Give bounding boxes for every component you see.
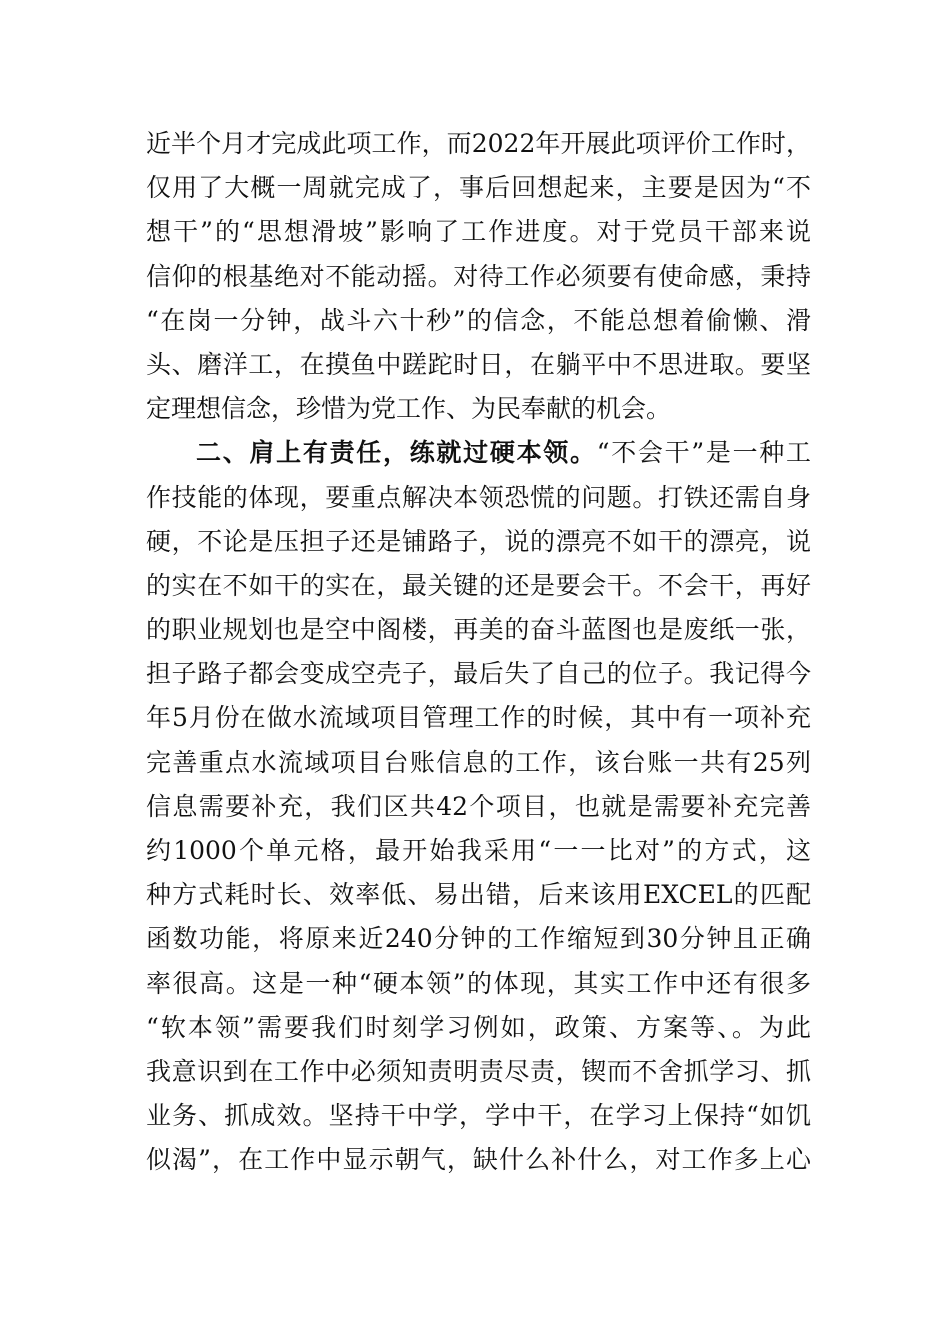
text-line: 信息需要补充，我们区共42个项目，也就是需要补充完善 bbox=[146, 791, 811, 821]
text-line: 想干”的“思想滑坡”影响了工作进度。对于党员干部来说 bbox=[146, 217, 811, 247]
text-line: 的实在不如干的实在，最关键的还是要会干。不会干，再好 bbox=[146, 570, 811, 600]
text-line: 业务、抓成效。坚持干中学，学中干，在学习上保持“如饥 bbox=[146, 1101, 811, 1131]
text-line: 函数功能，将原来近240分钟的工作缩短到30分钟且正确 bbox=[146, 924, 811, 954]
text-line: 的职业规划也是空中阁楼，再美的奋斗蓝图也是废纸一张， bbox=[146, 615, 811, 645]
paragraph-1 bbox=[146, 122, 811, 431]
text-line: 仅用了大概一周就完成了，事后回想起来，主要是因为“不 bbox=[146, 173, 811, 203]
text-line: 年5月份在做水流域项目管理工作的时候，其中有一项补充 bbox=[146, 703, 811, 733]
text-line: 种方式耗时长、效率低、易出错，后来该用EXCEL的匹配 bbox=[146, 880, 811, 910]
text-line: 担子路子都会变成空壳子，最后失了自己的位子。我记得今 bbox=[146, 659, 811, 689]
text-line: 似渴”，在工作中显示朝气，缺什么补什么，对工作多上心 bbox=[146, 1145, 811, 1175]
text-line: 近半个月才完成此项工作，而2022年开展此项评价工作时， bbox=[146, 129, 811, 158]
section-heading: 二、肩上有责任，练就过硬本领。 bbox=[196, 438, 597, 468]
document-body bbox=[146, 122, 811, 1183]
text-line: 信仰的根基绝对不能动摇。对待工作必须要有使命感，秉持 bbox=[146, 261, 811, 291]
text-line: 率很高。这是一种“硬本领”的体现，其实工作中还有很多 bbox=[146, 968, 811, 998]
paragraph-2 bbox=[146, 431, 811, 1182]
paragraph-2-first-line bbox=[146, 431, 811, 475]
text-line: 头、磨洋工，在摸鱼中蹉跎时日，在躺平中不思进取。要坚 bbox=[146, 349, 811, 379]
text-line: 硬，不论是压担子还是铺路子，说的漂亮不如干的漂亮，说 bbox=[146, 526, 811, 556]
text-span: “不会干”是一种工 bbox=[596, 438, 811, 468]
text-line: 作技能的体现，要重点解决本领恐慌的问题。打铁还需自身 bbox=[146, 482, 811, 512]
text-line: “在岗一分钟，战斗六十秒”的信念，不能总想着偷懒、滑 bbox=[146, 305, 811, 335]
text-line: 约1000个单元格，最开始我采用“一一比对”的方式，这 bbox=[146, 836, 811, 865]
text-line: 定理想信念，珍惜为党工作、为民奉献的机会。 bbox=[146, 394, 672, 424]
text-line: 我意识到在工作中必须知责明责尽责，锲而不舍抓学习、抓 bbox=[146, 1056, 811, 1086]
text-line: 完善重点水流域项目台账信息的工作，该台账一共有25列 bbox=[146, 747, 811, 777]
text-line: “软本领”需要我们时刻学习例如，政策、方案等、。为此 bbox=[146, 1012, 811, 1042]
